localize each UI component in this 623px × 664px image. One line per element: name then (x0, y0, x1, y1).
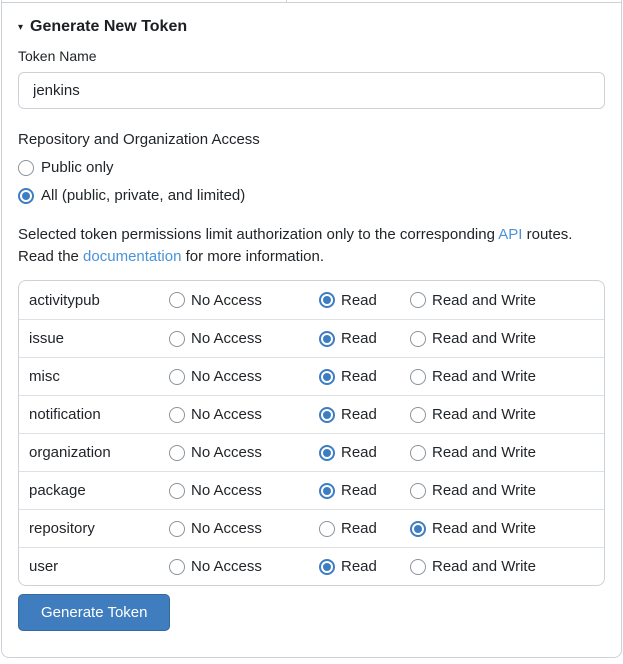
access-option-label: Read (341, 558, 377, 575)
generate-token-panel (1, 0, 622, 658)
permission-name: user (19, 547, 169, 585)
access-option-read[interactable] (319, 330, 410, 347)
access-option-read-and-write[interactable] (410, 330, 604, 347)
access-option-read[interactable] (319, 558, 410, 575)
radio-button-icon[interactable] (319, 331, 335, 347)
api-link[interactable]: API (498, 226, 523, 243)
permission-name: issue (19, 319, 169, 357)
radio-button-icon[interactable] (319, 521, 335, 537)
access-option-read[interactable] (319, 482, 410, 499)
access-option-label: No Access (191, 520, 262, 537)
permission-row-notification (19, 395, 604, 433)
access-option-read[interactable] (319, 406, 410, 423)
access-option-read[interactable] (319, 520, 410, 537)
access-option-label: Read (341, 444, 377, 461)
radio-button-icon[interactable] (18, 160, 34, 176)
radio-button-icon[interactable] (169, 331, 185, 347)
access-option-label: Read and Write (432, 482, 536, 499)
access-option-no-access[interactable] (169, 292, 319, 309)
permission-name: notification (19, 395, 169, 433)
radio-button-icon[interactable] (319, 559, 335, 575)
access-option-label: Read and Write (432, 558, 536, 575)
access-option-label: Read and Write (432, 520, 536, 537)
radio-button-icon[interactable] (410, 445, 426, 461)
scope-option-all-public-private-and-limited-[interactable] (18, 187, 605, 204)
access-option-read-and-write[interactable] (410, 292, 604, 309)
access-option-label: No Access (191, 406, 262, 423)
access-option-label: Read and Write (432, 406, 536, 423)
permission-row-activitypub (19, 281, 604, 319)
permission-row-repository (19, 509, 604, 547)
access-option-read-and-write[interactable] (410, 368, 604, 385)
radio-button-icon[interactable] (410, 369, 426, 385)
radio-button-icon[interactable] (169, 369, 185, 385)
radio-button-icon[interactable] (169, 407, 185, 423)
radio-button-icon[interactable] (18, 188, 34, 204)
access-option-label: Read (341, 520, 377, 537)
token-name-input[interactable] (18, 72, 605, 109)
section-header-toggle[interactable] (18, 18, 605, 36)
radio-button-icon[interactable] (169, 445, 185, 461)
access-option-label: No Access (191, 444, 262, 461)
radio-button-icon[interactable] (169, 292, 185, 308)
access-option-no-access[interactable] (169, 368, 319, 385)
access-option-label: Read and Write (432, 291, 536, 309)
access-option-read[interactable] (319, 444, 410, 461)
generate-token-form (2, 18, 621, 631)
permission-row-issue (19, 319, 604, 357)
access-option-label: Read and Write (432, 444, 536, 461)
access-option-label: Read and Write (432, 330, 536, 347)
access-option-label: Read and Write (432, 368, 536, 385)
description-text: Selected token permissions limit authorization only to the corresponding (18, 226, 499, 243)
permission-row-organization (19, 433, 604, 471)
radio-button-icon[interactable] (410, 483, 426, 499)
section-title: Generate New Token (30, 18, 188, 35)
radio-button-icon[interactable] (319, 445, 335, 461)
access-option-no-access[interactable] (169, 330, 319, 347)
access-option-label: Read (341, 291, 377, 309)
scope-access-label: Repository and Organization Access (18, 131, 260, 148)
access-option-read[interactable] (319, 368, 410, 385)
access-option-no-access[interactable] (169, 406, 319, 423)
permission-name: package (19, 471, 169, 509)
access-option-no-access[interactable] (169, 482, 319, 499)
permission-row-user (19, 547, 604, 585)
radio-button-icon[interactable] (319, 369, 335, 385)
permission-row-package (19, 471, 604, 509)
access-option-read-and-write[interactable] (410, 482, 604, 499)
radio-button-icon[interactable] (410, 292, 426, 308)
permission-name: misc (19, 357, 169, 395)
access-option-label: Read (341, 482, 377, 499)
access-option-no-access[interactable] (169, 520, 319, 537)
permission-row-misc (19, 357, 604, 395)
access-option-label: No Access (191, 558, 262, 575)
access-option-read-and-write[interactable] (410, 444, 604, 461)
access-option-read-and-write[interactable] (410, 520, 604, 537)
access-option-label: No Access (191, 368, 262, 385)
documentation-link[interactable]: documentation (83, 248, 182, 265)
radio-button-icon[interactable] (410, 331, 426, 347)
access-option-label: No Access (191, 330, 262, 347)
radio-button-icon[interactable] (410, 521, 426, 537)
access-option-read-and-write[interactable] (410, 406, 604, 423)
radio-button-icon[interactable] (319, 483, 335, 499)
token-name-label: Token Name (18, 48, 97, 64)
permissions-description (18, 224, 600, 268)
radio-button-icon[interactable] (169, 521, 185, 537)
radio-button-icon[interactable] (319, 292, 335, 308)
scope-options-group (18, 159, 605, 204)
permission-name: repository (19, 509, 169, 547)
access-option-read-and-write[interactable] (410, 558, 604, 575)
description-text: for more information. (181, 248, 325, 265)
radio-button-icon[interactable] (169, 483, 185, 499)
access-option-no-access[interactable] (169, 558, 319, 575)
scope-option-label: Public only (41, 159, 114, 176)
generate-token-button[interactable]: Generate Token (18, 594, 170, 631)
access-option-no-access[interactable] (169, 444, 319, 461)
collapse-caret-icon: ▾ (18, 21, 24, 33)
permission-name: activitypub (29, 291, 100, 309)
permissions-table (18, 280, 605, 586)
previous-section-column-divider (286, 0, 287, 3)
radio-button-icon[interactable] (319, 407, 335, 423)
radio-button-icon[interactable] (410, 407, 426, 423)
access-option-read[interactable] (319, 292, 410, 309)
permission-name: organization (19, 433, 169, 471)
access-option-label: Read (341, 330, 377, 347)
previous-section-edge (2, 0, 621, 3)
access-option-label: No Access (191, 291, 262, 309)
scope-option-label: All (public, private, and limited) (41, 187, 246, 204)
access-option-label: Read (341, 406, 377, 423)
radio-button-icon[interactable] (169, 559, 185, 575)
access-option-label: Read (341, 368, 377, 385)
scope-option-public-only[interactable] (18, 159, 605, 176)
radio-button-icon[interactable] (410, 559, 426, 575)
access-option-label: No Access (191, 482, 262, 499)
description-text: routes. Read the (18, 226, 573, 265)
